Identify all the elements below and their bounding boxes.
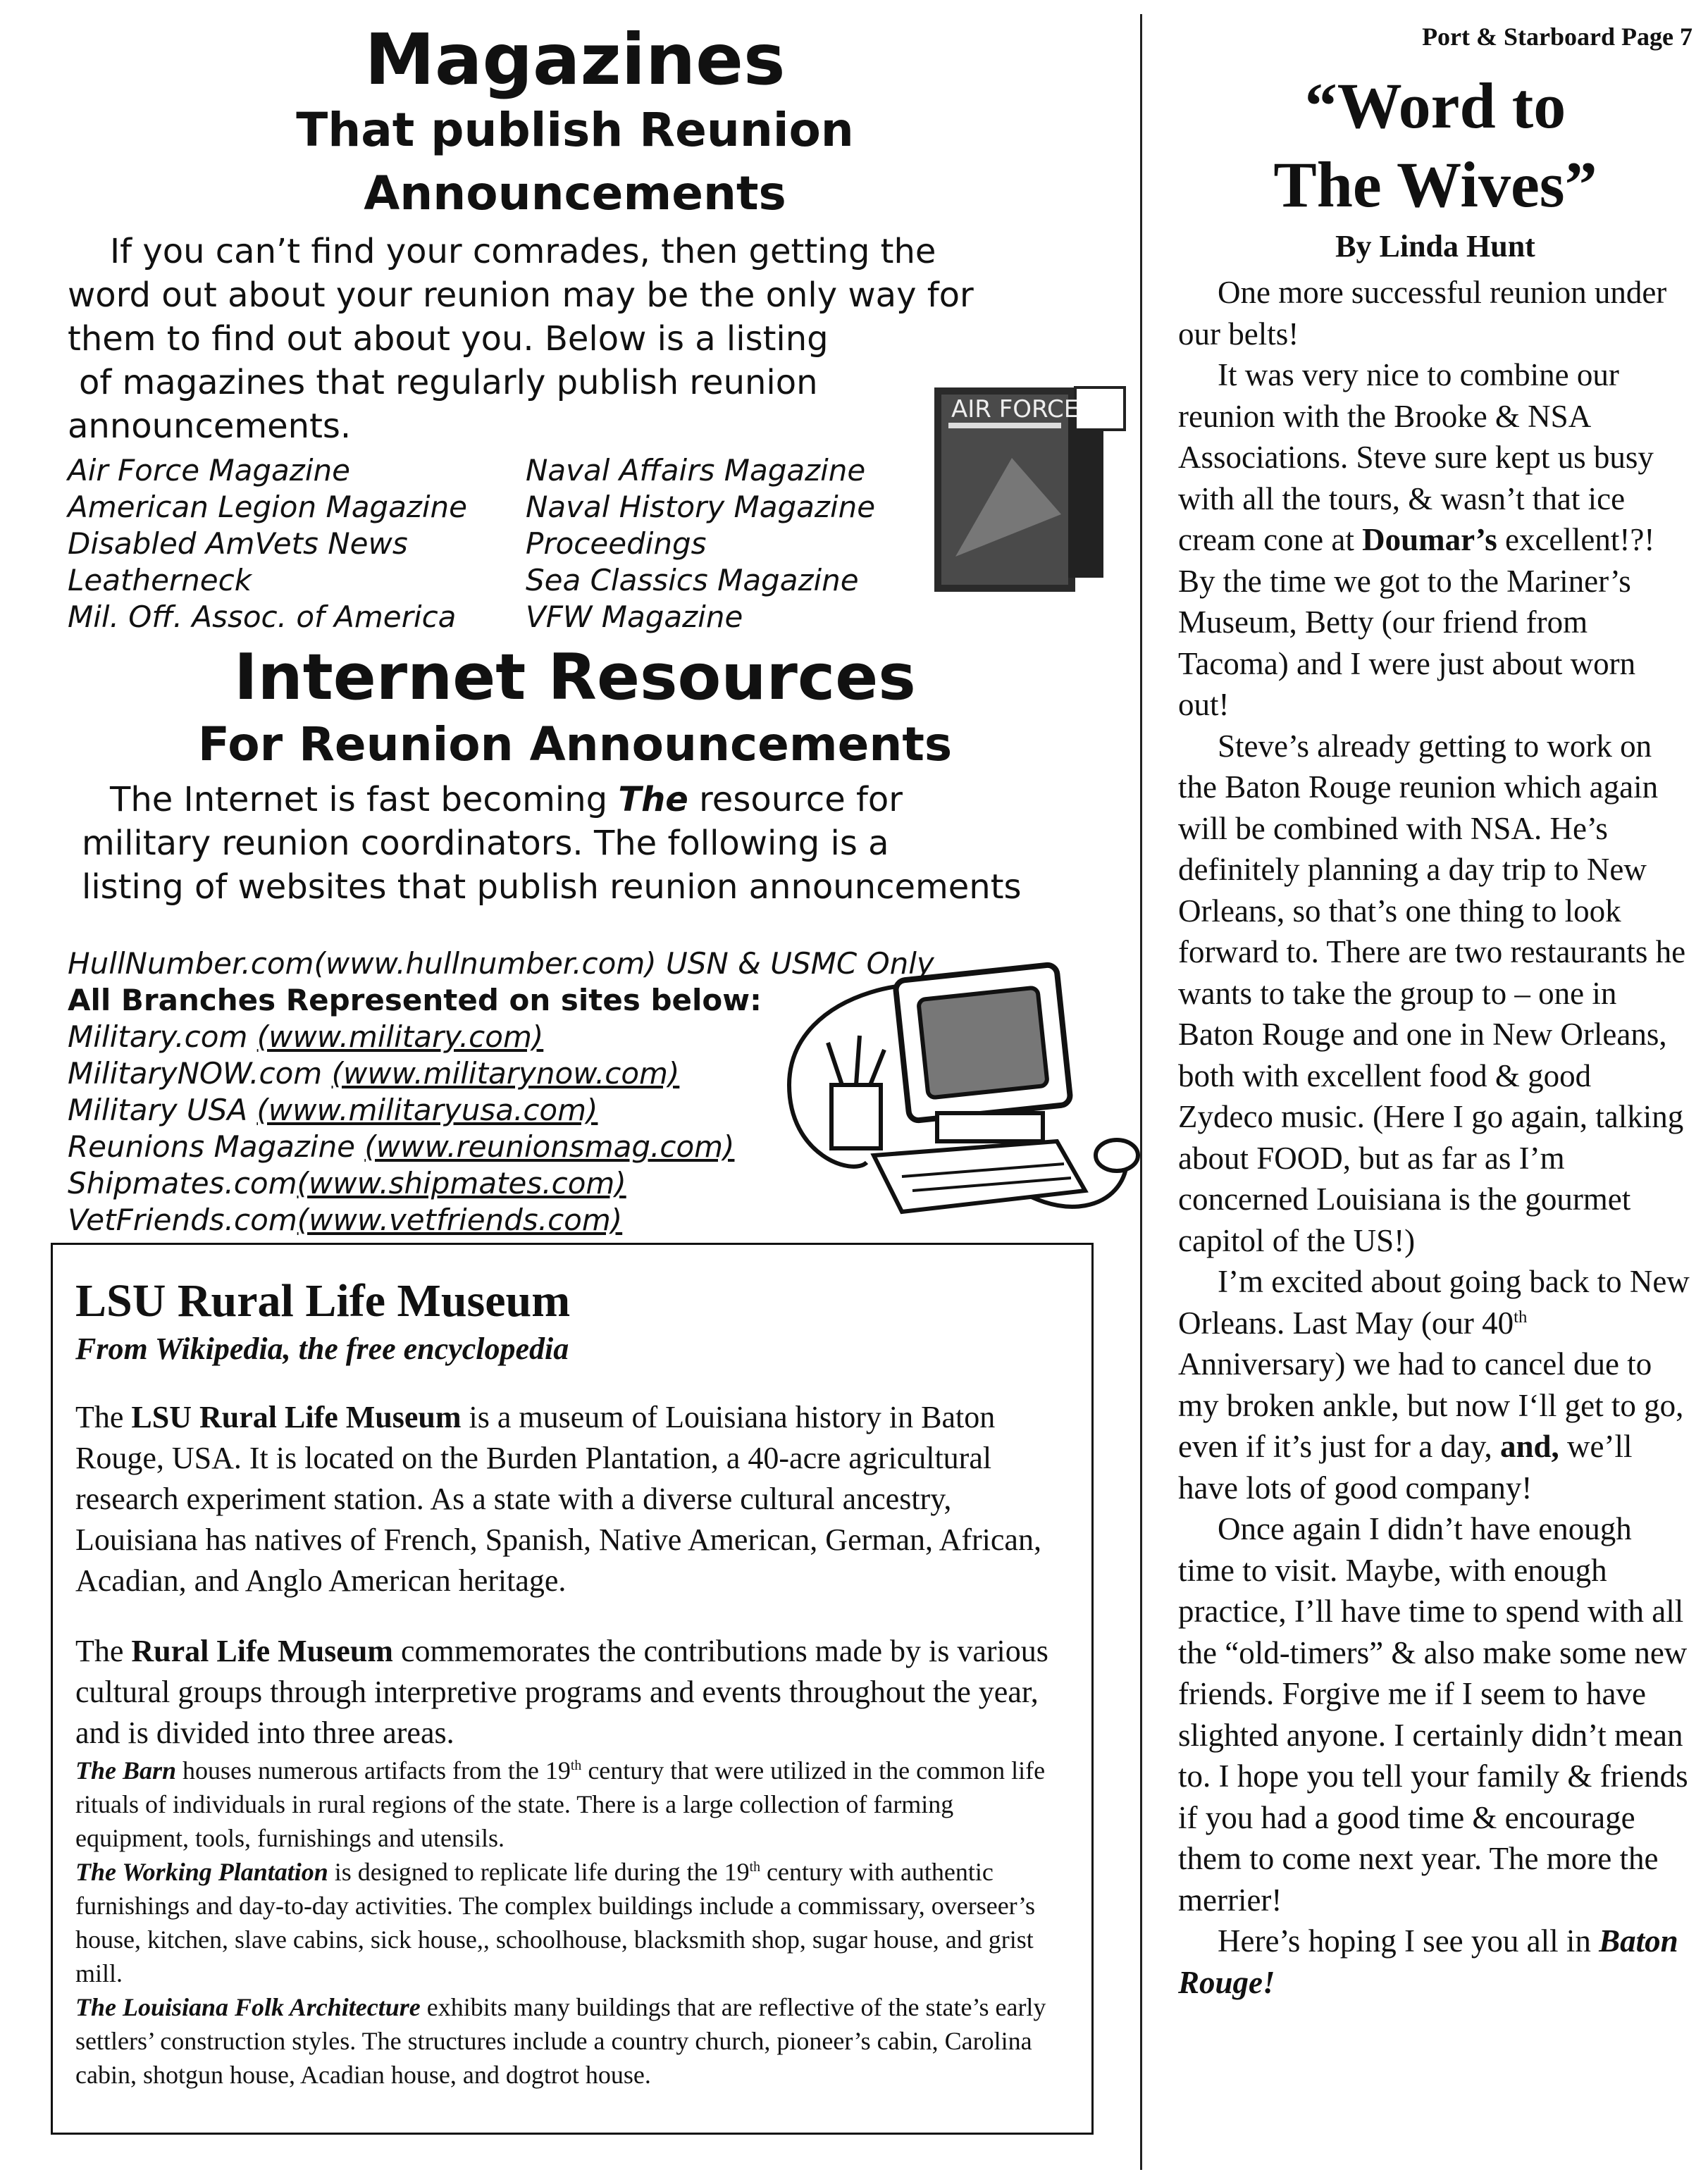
area-name: The Louisiana Folk Architecture	[75, 1993, 421, 2021]
magazines-subtitle-2: Announcements	[364, 166, 786, 221]
list-item: Mil. Off. Assoc. of America	[68, 600, 457, 634]
text: It was very nice to combine our reunion with the Brooke & NSA Associations. Steve sure kept us busy with all the tours, & wasn’t that ice cream cone at	[1178, 357, 1654, 557]
page-label: Port & Starboard Page 7	[1422, 23, 1692, 51]
list-item: Naval Affairs Magazine	[526, 453, 866, 488]
museum-folk-architecture	[75, 1990, 1063, 2092]
intro-line: military reunion coordinators. The following is a	[82, 824, 889, 863]
wives-paragraph-1: One more successful reunion under our belts!	[1178, 275, 1667, 352]
cover-title: AIR FORCE	[951, 395, 1079, 423]
list-item: Leatherneck	[68, 563, 252, 597]
wives-title-1: “Word to	[1304, 70, 1566, 142]
wives-paragraph-4	[1178, 1261, 1692, 1508]
site-name: Military USA	[68, 1093, 257, 1127]
text: is a museum of Louisiana history in Baton Rouge, USA. It is located on the Burden Plantation, a 40-acre agricultural research experiment station. As a state with a diverse cultural ancestry, Louisiana has natives of French, Spanish, Native American, German, African, Acadian, and Anglo American heritage.	[75, 1400, 1041, 1598]
internet-intro	[82, 778, 1096, 909]
wives-paragraph-3: Steve’s already getting to work on the Baton Rouge reunion which again will be combined with NSA. He’s definitely planning a day trip to New Orleans, so that’s one thing to look forward to. There are two restaurants he wants to take the group to – one in Baton Rouge and one in New Orleans, both with excellent food & good Zydeco music. (Here I go again, talking about FOOD, but as far as I’m concerned Louisiana is the gourmet capitol of the US!)	[1178, 728, 1686, 1258]
area-name: The Barn	[75, 1756, 177, 1785]
museum-article-box	[51, 1243, 1094, 2135]
superscript: th	[1514, 1307, 1528, 1327]
text: century that were utilized in the common life rituals of individuals in rural regions of the state. There is a large collection of farming equipment, tools, furnishings and utensils.	[75, 1756, 1046, 1852]
internet-subtitle: For Reunion Announcements	[197, 717, 953, 771]
list-item: Proceedings	[526, 526, 707, 561]
list-item: Disabled AmVets News	[68, 526, 408, 561]
wives-paragraph-2	[1178, 354, 1692, 726]
intro-line: word out about your reunion may be the only way for	[68, 275, 974, 315]
list-item: American Legion Magazine	[68, 490, 467, 524]
site-name: Shipmates.com	[68, 1166, 297, 1200]
emphasis-text: Baton Rouge!	[1178, 1923, 1678, 2000]
text: we’ll have lots of good company!	[1178, 1429, 1633, 1506]
text: The	[75, 1634, 132, 1668]
superscript: th	[570, 1758, 582, 1773]
text: commemorates the contributions made by is various cultural groups through interpretive programs and events throughout the year, and is divided into three areas.	[75, 1634, 1048, 1750]
intro-text: The Internet is fast becoming	[110, 780, 619, 819]
text: is designed to replicate life during the 19	[328, 1858, 750, 1886]
list-item: Sea Classics Magazine	[526, 563, 859, 597]
intro-line: announcements.	[68, 407, 352, 446]
list-item: VFW Magazine	[526, 600, 743, 634]
list-item: Air Force Magazine	[68, 453, 350, 488]
area-name: The Working Plantation	[75, 1858, 328, 1886]
text: excellent!?! By the time we got to the Mariner’s Museum, Betty (our friend from Tacoma) and I were just about worn out!	[1178, 522, 1655, 722]
magazines-subtitle-1: That publish Reunion	[296, 103, 854, 157]
bold-text: Rural Life Museum	[131, 1634, 393, 1668]
museum-title: LSU Rural Life Museum	[75, 1275, 571, 1327]
site-name: Military.com	[68, 1019, 257, 1054]
site-name: Reunions Magazine	[68, 1129, 365, 1164]
museum-barn	[75, 1754, 1063, 1855]
intro-text: resource for	[688, 780, 903, 819]
bold-text: LSU Rural Life Museum	[131, 1400, 462, 1434]
site-url[interactable]: (www.militarynow.com)	[331, 1056, 680, 1091]
text: Here’s hoping I see you all in	[1218, 1923, 1599, 1959]
magazines-intro	[68, 230, 998, 448]
byline: By Linda Hunt	[1335, 229, 1535, 263]
wives-title-2: The Wives”	[1273, 149, 1597, 221]
museum-paragraph-2	[75, 1631, 1063, 1754]
site-name: MilitaryNOW.com	[68, 1056, 332, 1091]
site-url[interactable]: (www.shipmates.com)	[297, 1166, 626, 1200]
text: I’m excited about going back to New Orleans. Last May (our 40	[1178, 1264, 1690, 1341]
intro-line: of magazines that regularly publish reunion	[79, 363, 818, 402]
site-name: VetFriends.com	[68, 1203, 297, 1237]
text: century with authentic furnishings and day-to-day activities. The complex buildings include a commissary, overseer’s house, kitchen, slave cabins, sick house,, schoolhouse, blacksmith shop, sugar house, and grist mill.	[75, 1858, 1036, 1987]
all-branches-heading: All Branches Represented on sites below:	[68, 983, 762, 1017]
wives-paragraph-6	[1178, 1921, 1692, 2003]
site-url[interactable]: (www.vetfriends.com)	[297, 1203, 623, 1237]
intro-line: If you can’t find your comrades, then getting the	[110, 232, 936, 271]
hullnumber-entry: HullNumber.com(www.hullnumber.com) USN & USMC Only	[68, 946, 934, 981]
computer-clipart-icon	[761, 944, 1156, 1247]
air-force-magazine-cover-image	[927, 373, 1132, 599]
text: houses numerous artifacts from the 19	[176, 1756, 571, 1785]
text: Anniversary) we had to cancel due to my broken ankle, but now I‘ll get to go, even if it’s just for a day,	[1178, 1346, 1684, 1464]
magazines-title: Magazines	[364, 18, 786, 101]
internet-title: Internet Resources	[234, 640, 916, 714]
site-url[interactable]: (www.reunionsmag.com)	[364, 1129, 735, 1164]
text: The	[75, 1400, 132, 1434]
bold-text: and,	[1499, 1429, 1559, 1464]
list-item: Naval History Magazine	[526, 490, 876, 524]
intro-emphasis: The	[618, 780, 688, 819]
museum-plantation	[75, 1855, 1063, 1990]
column-divider	[1140, 14, 1142, 2170]
site-url[interactable]: (www.military.com)	[256, 1019, 544, 1054]
intro-line: them to find out about you. Below is a listing	[68, 319, 829, 359]
site-url[interactable]: (www.militaryusa.com)	[256, 1093, 598, 1127]
right-column	[1178, 21, 1692, 2003]
intro-line: listing of websites that publish reunion announcements	[82, 867, 1022, 907]
museum-source: From Wikipedia, the free encyclopedia	[75, 1332, 569, 1366]
museum-paragraph-1	[75, 1397, 1063, 1601]
text: exhibits many buildings that are reflective of the state’s early settlers’ construction styles. The structures include a country church, pioneer’s cabin, Carolina cabin, shotgun house, Acadian house, and dogtrot house.	[75, 1993, 1046, 2089]
superscript: th	[749, 1859, 760, 1875]
wives-paragraph-5: Once again I didn’t have enough time to visit. Maybe, with enough practice, I’ll have time to spend with all the “old-timers” & also make some new friends. Forgive me if I seem to have slighted anyone. I certainly didn’t mean to. I hope you tell your family & friends if you had a good time & encourage them to come next year. The more the merrier!	[1178, 1511, 1688, 1918]
bold-text: Doumar’s	[1362, 522, 1497, 557]
